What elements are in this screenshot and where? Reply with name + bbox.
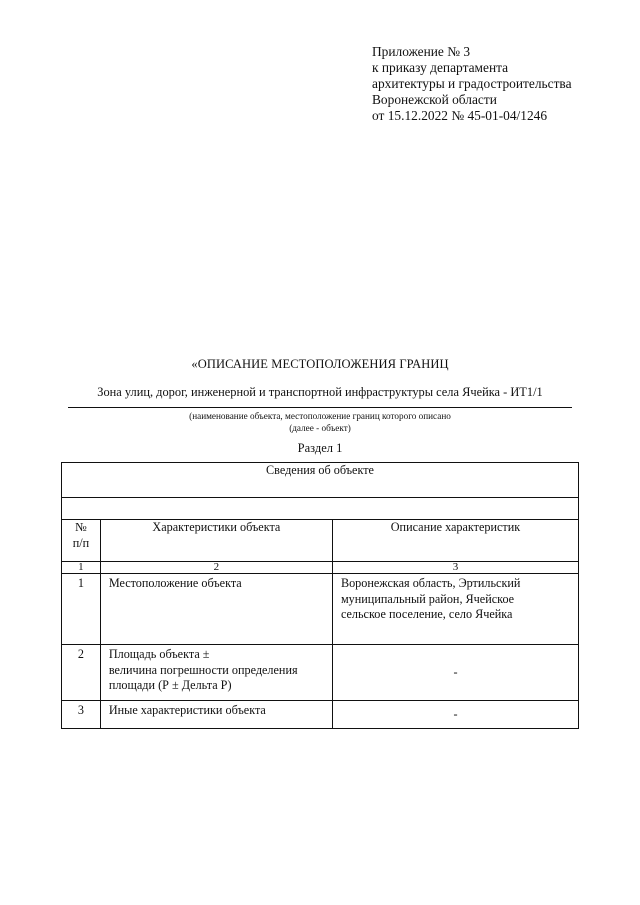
table-heading-row [62, 463, 579, 498]
object-info-table [61, 462, 579, 729]
appendix-header [372, 44, 632, 124]
table-row [62, 701, 579, 729]
row-characteristic [100, 574, 332, 645]
row-num: 1 [62, 574, 101, 645]
column-header-num-line: п/п [72, 535, 90, 550]
object-name: Зона улиц, дорог, инженерной и транспортной инфраструктуры села Ячейка - ИТ1/1 [97, 385, 543, 399]
table-empty-row [62, 498, 579, 520]
row-characteristic-line: Иные характеристики объекта [108, 703, 266, 717]
row-description [332, 574, 578, 645]
caption-line: (наименование объекта, местоположение границ которого описано [189, 411, 451, 421]
row-characteristic [100, 645, 332, 701]
column-header-num [62, 520, 101, 562]
object-caption [60, 410, 580, 434]
table-row [62, 645, 579, 701]
column-header-characteristics: Характеристики объекта [100, 520, 332, 562]
document-title: «ОПИСАНИЕ МЕСТОПОЛОЖЕНИЯ ГРАНИЦ [191, 357, 449, 371]
appendix-line: Воронежской области [372, 92, 497, 107]
column-number: 1 [62, 562, 101, 574]
column-header-num-line: № [75, 520, 87, 534]
column-number: 3 [332, 562, 578, 574]
row-description-line: - [453, 664, 458, 679]
column-header-description: Описание характеристик [332, 520, 578, 562]
empty-cell [62, 498, 579, 520]
appendix-line: от 15.12.2022 № 45-01-04/1246 [372, 108, 548, 123]
row-description [332, 701, 578, 729]
appendix-line: Приложение № 3 [372, 44, 471, 59]
table-column-header-row [62, 520, 579, 562]
table-heading: Сведения об объекте [62, 463, 579, 498]
row-num: 3 [62, 701, 101, 729]
table-row [62, 574, 579, 645]
row-description-line: - [453, 706, 458, 721]
row-characteristic-line: Местоположение объекта [108, 576, 242, 590]
column-number: 2 [100, 562, 332, 574]
row-num: 2 [62, 645, 101, 701]
row-characteristic-line: площади (Р ± Дельта Р) [108, 678, 232, 692]
row-characteristic [100, 701, 332, 729]
appendix-line: к приказу департамента [372, 60, 509, 75]
row-description [332, 645, 578, 701]
table-column-numbers-row [62, 562, 579, 574]
row-description-line: Воронежская область, Эртильский [340, 576, 521, 590]
underline-rule [68, 407, 572, 408]
row-description-line: муниципальный район, Ячейское [340, 591, 515, 606]
row-characteristic-line: Площадь объекта ± [108, 647, 210, 661]
row-description-line: сельское поселение, село Ячейка [340, 607, 513, 621]
caption-line: (далее - объект) [289, 423, 351, 433]
row-characteristic-line: величина погрешности определения [108, 662, 298, 677]
section-title: Раздел 1 [297, 441, 343, 455]
appendix-line: архитектуры и градостроительства [372, 76, 572, 91]
